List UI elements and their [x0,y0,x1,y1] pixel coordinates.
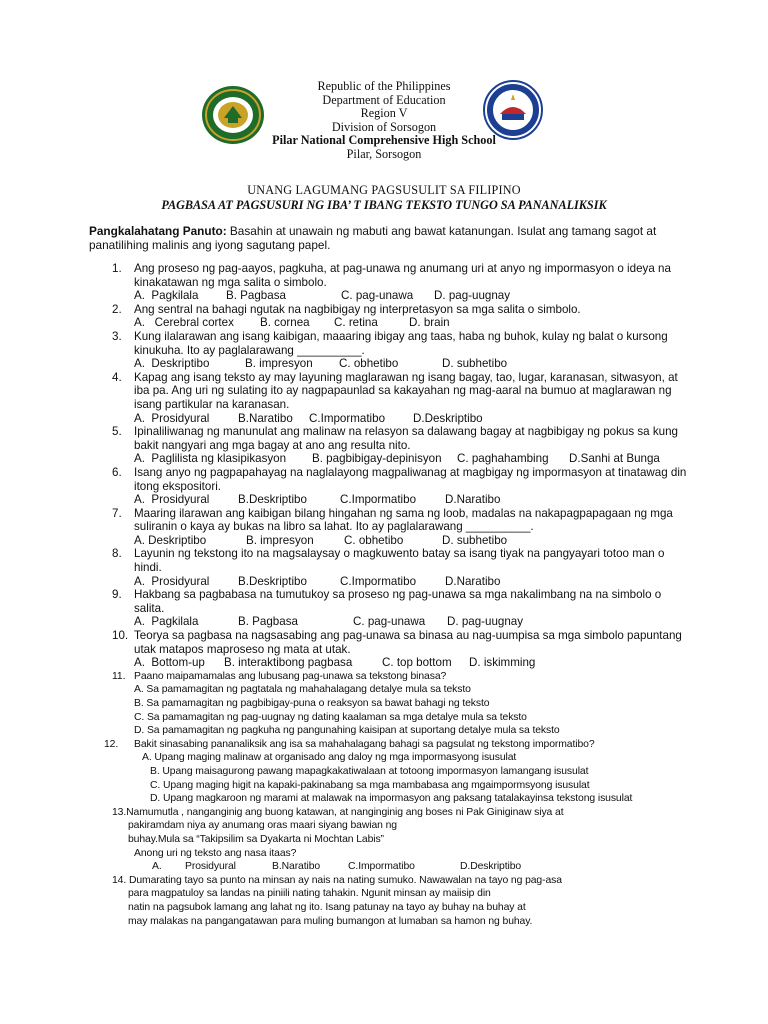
school-name: Pilar National Comprehensive High School [272,133,496,148]
choice-a: A. Pagkilala [134,289,199,303]
choices [134,656,692,670]
choices [134,357,692,371]
school-place: Pilar, Sorsogon [346,146,422,161]
choice-d: D.Deskriptibo [460,861,522,873]
choice-c: C. Sa pamamagitan ng pag-uugnay ng dating kaalaman sa mga detalye mula sa teksto [134,711,527,723]
question-2 [112,303,692,330]
choice-a: A. Deskriptibo [134,357,210,371]
question-11 [112,670,692,738]
question-stem: Maaring ilarawan ang kaibigan bilang hingahan ng sama ng loob, madalas na nakapagpapagaan ng mga suliranin o kaya ay bukas na libro sa lahat. Ito ay paglalarawang __________. [134,506,673,534]
choice-b: B. pagbibigay-depinisyon [312,452,442,466]
directions-text: Basahin at unawain ng mabuti ang bawat katanungan. Isulat ang tamang sagot at panatilihing malinis ang iyong sagutang papel. [89,224,657,252]
choice-d: D.Deskriptibo [413,411,483,425]
passage-line-2: pakiramdam niya ay anumang oras maari siyang bawian ng [128,820,397,832]
choice-b: B. interaktibong pagbasa [224,656,353,670]
question-14 [112,874,692,928]
choices [134,534,692,548]
choices [134,316,692,330]
choice-d: D.Sanhi at Bunga [569,452,660,466]
question-stem: Anong uri ng teksto ang nasa itaas? [134,847,297,859]
choice-a: A. Cerebral cortex [134,316,234,330]
question-number: 6. [112,465,122,479]
choices [134,575,692,589]
choice-a: A. Prosidyural [134,493,210,507]
choice-b: B.Deskriptibo [238,574,307,588]
question-9 [112,588,692,629]
choice-d: D. subhetibo [442,357,508,371]
subject-title: PAGBASA AT PAGSUSURI NG IBA’ T IBANG TEKSTO TUNGO SA PANANALIKSIK [161,198,607,212]
choice-a: A. Deskriptibo [134,533,207,547]
question-13 [112,806,692,874]
question-12 [104,738,692,806]
choice-c: C. top bottom [382,656,452,670]
passage-line-3: natin na pagsubok lamang ang lahat ng ito. Isang patunay na tayo ay buhay na buhay at [128,901,526,913]
question-stem: Paano maipamamalas ang lubusang pag-unawa sa tekstong binasa? [134,670,447,682]
question-stem: Kapag ang isang teksto ay may layuning maglarawan ng isang bagay, tao, lugar, karanasan, sitwasyon, at iba pa. Ang uri ng sulating ito ay nagpapaunlad sa kakayahan ng mag-aaral na bumuo at maglarawan ng isang partikular na karanasan. [134,370,678,411]
choices [112,860,692,874]
header-line-division: Division of Sorsogon [331,119,437,134]
passage-line-4: may malakas na pangangatawan para muling bumangon at lumaban sa hamon ng buhay. [128,915,533,927]
choice-d: D. Sa pamamagitan ng pagkuha ng pangunahing kaisipan at suportang detalye mula sa teksto [134,725,560,737]
general-directions [89,225,679,252]
question-number: 2. [112,302,122,316]
choice-c: C. Upang maging higit na kapaki-pakinabang sa mga mambabasa ang mgaimpormsyong isusulat [150,779,590,791]
choice-c: C. pag-unawa [341,289,414,303]
choice-b: B. impresyon [245,357,313,371]
question-number: 10. [112,629,129,643]
question-7 [112,507,692,548]
choice-b: B. Pagbasa [238,615,298,629]
question-number: 1. [112,262,122,275]
question-stem: Teorya sa pagbasa na nagsasabing ang pag-unawa sa binasa au nag-uumpisa sa mga simbolo papuntang utak matapos maproseso ng mata at utak. [134,629,682,656]
choice-c: C. retina [334,316,378,330]
question-number: 4. [112,370,122,384]
choices [134,452,692,466]
choices [134,615,692,629]
letterhead [0,80,768,162]
question-8 [112,547,692,588]
question-stem: Ang sentral na bahagi ngutak na nagbibigay ng interpretasyon sa mga salita o simbolo. [134,302,581,316]
question-stem: Hakbang sa pagbabasa na tumutukoy sa proseso ng pag-unawa sa mga nakalimbang na na simbolo o salita. [134,588,662,615]
question-1 [112,262,692,303]
choices [134,683,692,737]
exam-title: UNANG LAGUMANG PAGSUSULIT SA FILIPINO [247,183,521,197]
choice-b: B. Sa pamamagitan ng pagbibigay-puna o reaksyon sa bawat bahagi ng teksto [134,698,490,709]
choice-b: B.Naratibo [238,411,293,425]
question-number: 13. [112,806,127,818]
question-number: 5. [112,425,122,439]
choice-a: A. Paglilista ng klasipikasyon [134,452,287,466]
choice-d: D. brain [409,316,450,330]
question-3 [112,330,692,371]
choice-b: B.Deskriptibo [238,493,307,507]
choices [134,289,692,303]
question-stem: Kung ilalarawan ang isang kaibigan, maaaring ibigay ang taas, haba ng buhok, kulay ng balat o kursong kinukuha. Ito ay paglalarawang __________. [134,329,668,357]
question-number: 14. [112,874,127,886]
question-stem: Layunin ng tekstong ito na magsalaysay o magkuwento batay sa isang tiyak na pangyayari totoo man o hindi. [134,547,665,575]
choice-c: C.Impormatibo [309,411,386,425]
question-4 [112,371,692,425]
question-10 [112,629,692,670]
choice-b: B. Upang maisagurong pawang mapagkakatiwalaan at totoong impormasyon lamangang isusulat [150,765,589,777]
header-line-region: Region V [360,106,408,121]
choices [134,751,692,805]
header-line-republic: Republic of the Philippines [317,79,451,93]
question-number: 8. [112,547,122,561]
choice-a-text: Prosidyural [185,861,236,873]
passage-line-3: buhay.Mula sa “Takipsilim sa Dyakarta ni Mochtan Labis” [128,833,384,845]
question-number: 9. [112,588,122,602]
choices [134,412,692,426]
exam-titles [0,183,768,213]
question-list [104,262,692,928]
header-line-deped: Department of Education [322,92,446,107]
question-number: 11. [112,670,126,682]
choice-b: B. Pagbasa [226,289,286,303]
question-number: 7. [112,506,122,520]
question-5 [112,425,692,466]
choice-a: A. Pagkilala [134,615,199,629]
choice-d: D. subhetibo [442,533,508,547]
choice-c: C. paghahambing [457,452,549,466]
choices [134,493,692,507]
question-stem: Bakit sinasabing pananaliksik ang isa sa mahahalagang bahagi sa pagsulat ng tekstong impormatibo? [134,738,595,750]
question-stem: Ang proseso ng pag-aayos, pagkuha, at pag-unawa ng anumang uri at anyo ng impormasyon o ideya na kinakatawan ng mga salita o simbolo. [134,262,671,289]
choice-c: C.Impormatibo [340,493,417,507]
choice-d: D.Naratibo [445,574,501,588]
choice-d: D. iskimming [469,656,536,670]
passage-line-1: 13.Namumutla , nanganginig ang buong katawan, at nanginginig ang boses ni Pak Giniginaw siya at [112,806,564,818]
directions-label: Pangkalahatang Panuto: [89,224,227,238]
passage-line-2: para magpatuloy sa landas na piniili nating tahakin. Ngunit minsan ay maiisip din [128,888,491,900]
question-stem: Ipinaliliwanag ng manunulat ang malinaw na relasyon sa dalawang bagay at nagbibigay ng pokus sa kung bakit nangyari ang mga bagay at ano ang resulta nito. [134,425,678,452]
choice-b: B.Naratibo [272,861,321,873]
question-6 [112,466,692,507]
choice-d: D. pag-uugnay [447,615,524,629]
choice-a: A. Upang maging malinaw at organisado ang daloy ng mga impormasyong isusulat [142,752,517,764]
question-number: 12. [104,738,119,750]
choice-a: A. [152,861,162,873]
choice-d: D.Naratibo [445,493,501,507]
choice-d: D. Upang magkaroon ng marami at malawak na impormasyon ang paksang tatalakayinsa tekstong isusulat [150,793,633,805]
choice-a: A. Bottom-up [134,656,205,670]
choice-a: A. Sa pamamagitan ng pagtatala ng mahahalagang detalye mula sa teksto [134,684,471,696]
passage-line-1: 14. Dumarating tayo sa punto na minsan ay nais na nating sumuko. Nawawalan na tayo ng pag-asa [112,874,562,886]
question-number: 3. [112,329,122,343]
choice-b: B. impresyon [246,533,314,547]
choice-c: C. obhetibo [344,533,404,547]
choice-a: A. Prosidyural [134,574,210,588]
choice-b: B. cornea [260,316,310,330]
choice-c: C.Impormatibo [348,861,415,873]
choice-c: C. pag-unawa [353,615,426,629]
choice-d: D. pag-uugnay [434,289,511,303]
choice-a: A. Prosidyural [134,411,210,425]
choice-c: C. obhetibo [339,357,399,371]
choice-c: C.Impormatibo [340,574,417,588]
question-stem: Isang anyo ng pagpapahayag na naglalayong magpaliwanag at magbigay ng impormasyon at tinatawag din itong ekspositori. [134,465,687,493]
